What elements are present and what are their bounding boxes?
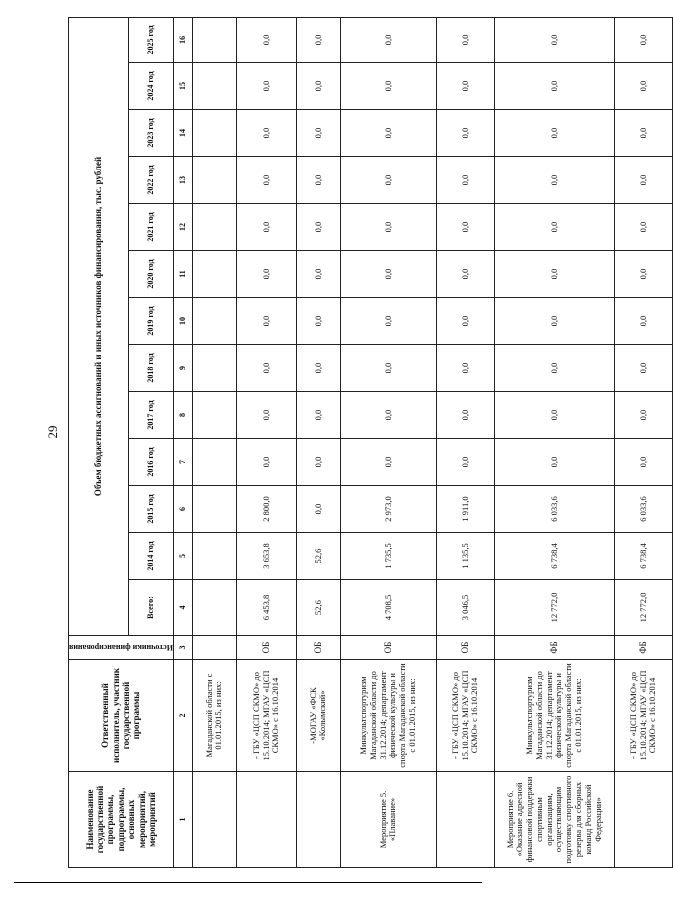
funding-table [68,17,673,868]
cell-year-value: 1 911,0 [436,486,494,533]
header-year: 2022 год [128,157,173,204]
cell-year-value: 0,0 [436,157,494,204]
cell-year-value: 0,0 [494,392,614,439]
cell-year-value: 0,0 [614,17,672,62]
cell-total: 6 453,8 [236,580,296,636]
cell-year-value: 0,0 [296,63,340,110]
header-year: 2016 год [128,439,173,486]
cell-year-value: 0,0 [614,63,672,110]
cell-year-value: 0,0 [236,110,296,157]
cell-year-value: 0,0 [236,298,296,345]
cell-year-value [192,345,236,392]
cell-year-value: 0,0 [494,157,614,204]
cell-source [192,636,236,660]
table-row [236,17,296,867]
cell-year-value: 0,0 [494,17,614,62]
cell-year-value: 0,0 [340,63,436,110]
cell-year-value: 0,0 [494,204,614,251]
cell-year-value: 0,0 [494,298,614,345]
table-row [192,17,236,867]
cell-year-value: 0,0 [236,439,296,486]
cell-year-value: 0,0 [236,251,296,298]
cell-total: 52,6 [296,580,340,636]
cell-year-value [192,298,236,345]
column-number: 11 [173,251,192,298]
table-row [494,17,614,867]
cell-year-value: 0,0 [340,392,436,439]
table-row [340,17,436,867]
cell-executor: - ГБУ «ЦСП СКМО» до 15.10.2014; МГАУ «ЦСП СКМО» с 16.10.2014 [436,660,494,772]
cell-year-value: 0,0 [436,17,494,62]
column-number: 16 [173,17,192,62]
cell-year-value: 2 800,0 [236,486,296,533]
cell-year-value: 0,0 [340,17,436,62]
header-source [69,636,174,660]
cell-year-value: 0,0 [296,486,340,533]
cell-year-value: 6 033,6 [494,486,614,533]
cell-total: 4 708,5 [340,580,436,636]
cell-source: ОБ [296,636,340,660]
cell-year-value: 0,0 [494,439,614,486]
column-number: 15 [173,63,192,110]
cell-year-value: 0,0 [614,251,672,298]
cell-total [192,580,236,636]
cell-executor: Минкультспортуризм Магаданской области до 31.12.2014; департамент физической культуры и спорта Магаданской области с 01.01.2015, из них: [340,660,436,772]
cell-year-value [192,439,236,486]
cell-year-value: 0,0 [614,345,672,392]
cell-year-value [192,110,236,157]
cell-year-value: 0,0 [340,204,436,251]
cell-year-value: 0,0 [296,204,340,251]
column-number: 13 [173,157,192,204]
cell-executor: - ГБУ «ЦСП СКМО» до 15.10.2014; МГАУ «ЦСП СКМО» с 16.10.2014 [236,660,296,772]
cell-executor: Магаданской области с 01.01.2015, из них: [192,660,236,772]
cell-name: Мероприятие 6. «Оказание адресной финансовой поддержки спортивным организациям, осуществляющим подготовку спортивного резерва для сборных команд Российской Федерации» [494,772,614,868]
cell-year-value: 0,0 [436,345,494,392]
cell-year-value: 6 738,4 [614,533,672,580]
cell-year-value: 0,0 [340,298,436,345]
header-year: 2021 год [128,204,173,251]
cell-total: 3 046,5 [436,580,494,636]
cell-year-value [192,63,236,110]
cell-executor: Минкультспортуризм Магаданской области до 31.12.2014; департамент физической культуры и спорта Магаданской области с 01.01.2015, из них: [494,660,614,772]
column-number: 7 [173,439,192,486]
cell-year-value: 0,0 [436,392,494,439]
cell-year-value [192,392,236,439]
column-number: 14 [173,110,192,157]
cell-total: 12 772,0 [494,580,614,636]
column-number: 8 [173,392,192,439]
cell-year-value: 52,6 [296,533,340,580]
column-number: 10 [173,298,192,345]
header-year: 2023 год [128,110,173,157]
cell-year-value: 2 973,0 [340,486,436,533]
cell-year-value: 0,0 [296,439,340,486]
cell-year-value: 0,0 [296,345,340,392]
cell-year-value: 0,0 [340,345,436,392]
column-number: 3 [173,636,192,660]
cell-year-value: 0,0 [296,17,340,62]
cell-year-value: 0,0 [614,298,672,345]
column-number: 2 [173,660,192,772]
header-volume: Объем бюджетных ассигнований и иных источников финансирования, тыс. рублей [69,17,129,635]
cell-year-value: 0,0 [614,204,672,251]
footer-rule [14,882,482,883]
cell-name [436,772,494,868]
cell-year-value: 0,0 [614,439,672,486]
cell-year-value [192,251,236,298]
cell-name [192,772,236,868]
cell-year-value: 0,0 [296,392,340,439]
cell-name [236,772,296,868]
header-year: 2017 год [128,392,173,439]
header-source-text: Источники финансирования [69,643,173,653]
column-number: 4 [173,580,192,636]
cell-year-value: 3 653,8 [236,533,296,580]
header-year: 2025 год [128,17,173,62]
cell-year-value: 0,0 [340,110,436,157]
cell-year-value [192,486,236,533]
cell-year-value [192,204,236,251]
table-row [436,17,494,867]
cell-year-value: 0,0 [614,110,672,157]
header-name: Наименование государственной программы, подпрограммы, основных мероприятий, мероприятий [69,772,174,868]
cell-year-value: 0,0 [436,204,494,251]
cell-year-value: 0,0 [436,298,494,345]
cell-name [614,772,672,868]
cell-year-value [192,17,236,62]
cell-executor: - ГБУ «ЦСП СКМО» до 15.10.2014; МГАУ «ЦСП СКМО» с 16.10.2014 [614,660,672,772]
header-total: Всего: [128,580,173,636]
cell-year-value: 0,0 [436,251,494,298]
cell-year-value [192,157,236,204]
cell-year-value: 0,0 [494,345,614,392]
cell-year-value: 0,0 [236,157,296,204]
header-year: 2020 год [128,251,173,298]
column-number: 9 [173,345,192,392]
cell-source: ОБ [236,636,296,660]
cell-year-value: 0,0 [340,157,436,204]
cell-year-value: 0,0 [236,63,296,110]
cell-year-value: 1 735,5 [340,533,436,580]
cell-year-value: 0,0 [236,204,296,251]
table-row [614,17,672,867]
cell-year-value: 0,0 [236,345,296,392]
header-year: 2014 год [128,533,173,580]
header-year: 2015 год [128,486,173,533]
page-number: 29 [45,425,60,439]
cell-executor: -МОГАУ «ФСК «Колымский» [296,660,340,772]
header-year: 2018 год [128,345,173,392]
cell-year-value: 0,0 [494,110,614,157]
cell-source: ФБ [614,636,672,660]
cell-year-value: 0,0 [296,298,340,345]
cell-source: ФБ [494,636,614,660]
cell-year-value: 1 135,5 [436,533,494,580]
header-year: 2024 год [128,63,173,110]
cell-year-value: 0,0 [494,63,614,110]
cell-year-value: 0,0 [340,439,436,486]
cell-source: ОБ [340,636,436,660]
column-number: 1 [173,772,192,868]
cell-year-value [192,533,236,580]
rotated-table-page [68,18,658,868]
cell-year-value: 0,0 [296,251,340,298]
cell-year-value: 0,0 [614,157,672,204]
cell-year-value: 0,0 [296,110,340,157]
header-executor: Ответственный исполнитель, участник государственной программы [69,660,174,772]
cell-year-value: 0,0 [436,439,494,486]
cell-year-value: 0,0 [236,17,296,62]
column-number: 12 [173,204,192,251]
cell-year-value: 6 033,6 [614,486,672,533]
cell-total: 12 772,0 [614,580,672,636]
cell-year-value: 0,0 [436,63,494,110]
cell-year-value: 0,0 [494,251,614,298]
cell-year-value: 0,0 [296,157,340,204]
cell-year-value: 0,0 [436,110,494,157]
table-row [296,17,340,867]
column-number: 5 [173,533,192,580]
cell-year-value: 0,0 [236,392,296,439]
cell-year-value: 0,0 [340,251,436,298]
cell-year-value: 6 738,4 [494,533,614,580]
cell-year-value: 0,0 [614,392,672,439]
cell-source: ОБ [436,636,494,660]
cell-name: Мероприятие 5. «Плавание» [340,772,436,868]
header-year: 2019 год [128,298,173,345]
column-number: 6 [173,486,192,533]
cell-name [296,772,340,868]
